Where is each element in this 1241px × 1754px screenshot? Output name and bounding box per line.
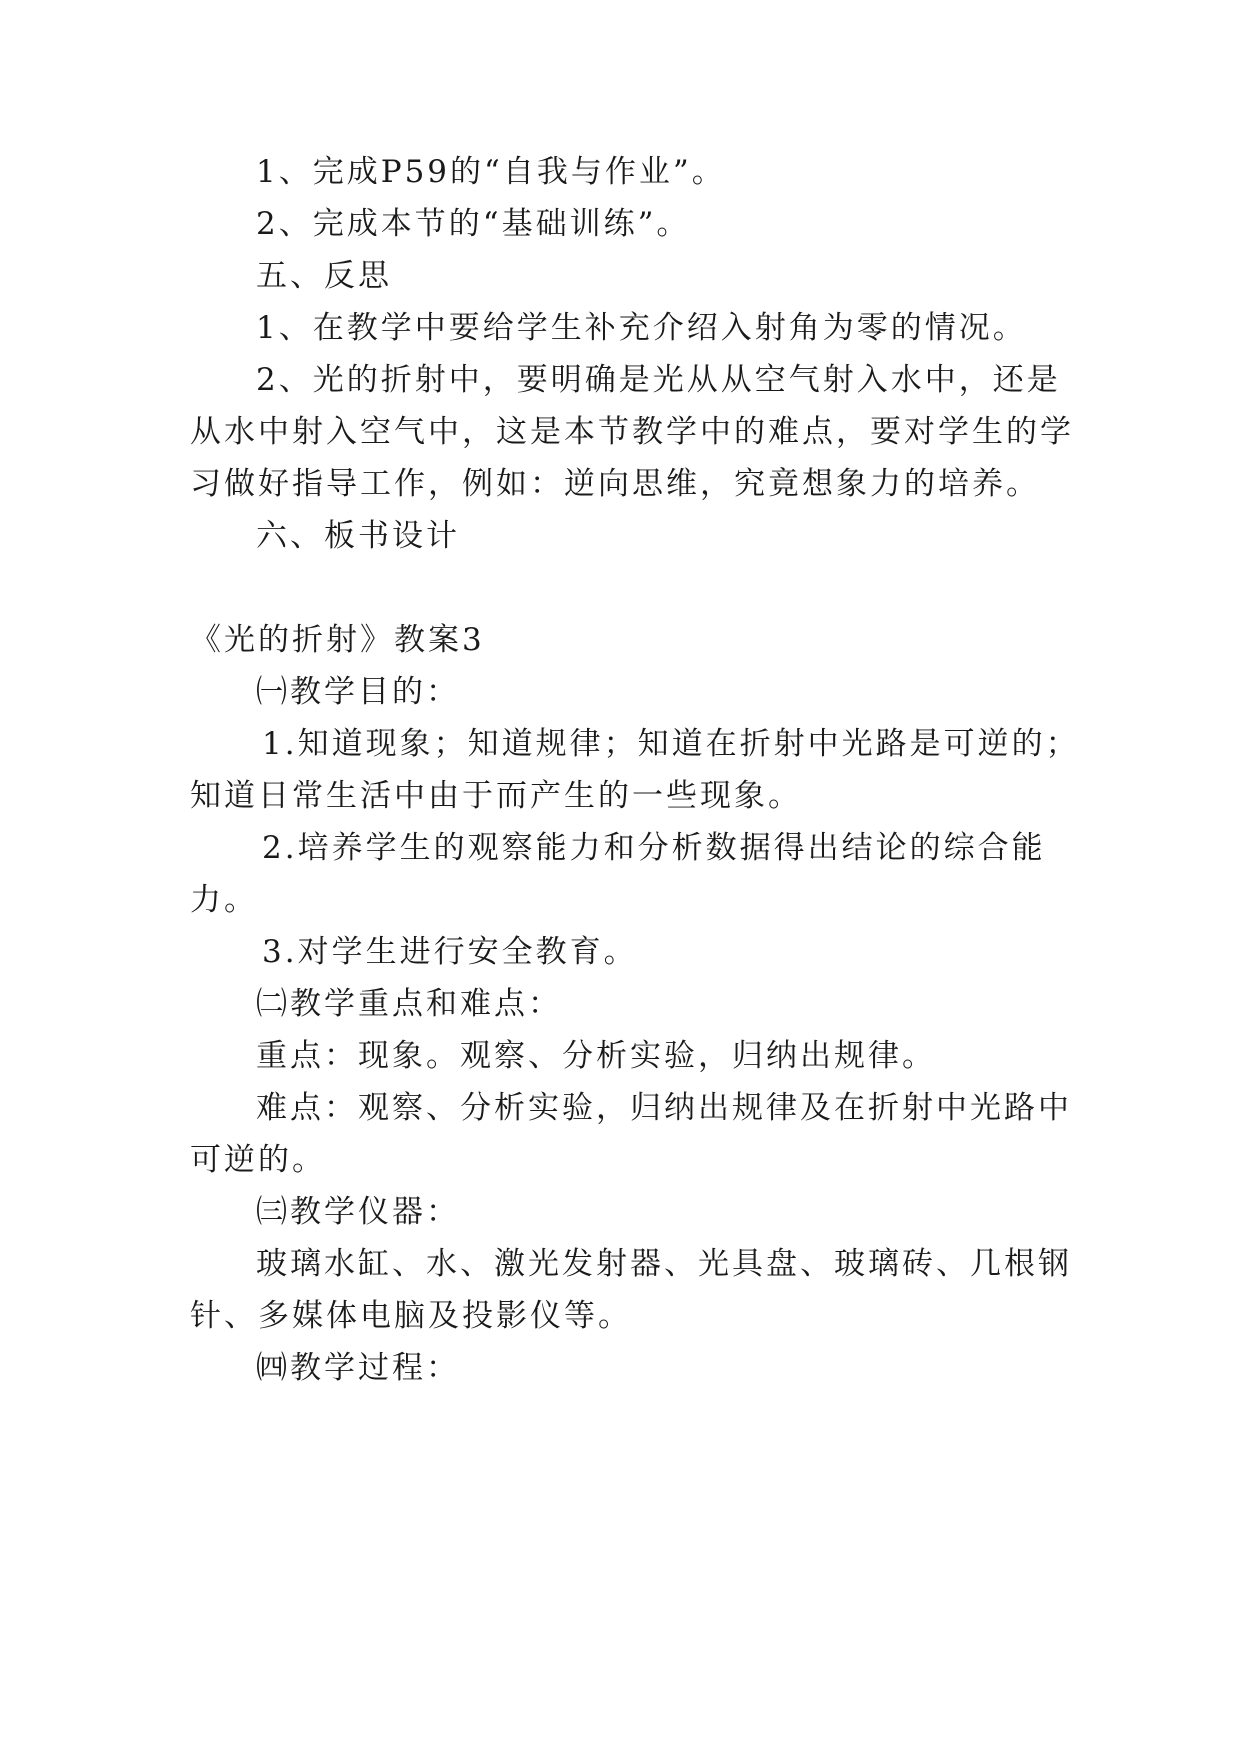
reflection-item-2-line-1: 2、光的折射中，要明确是光从从空气射入水中，还是 — [256, 362, 1061, 398]
goal-3: 3.对学生进行安全教育。 — [262, 934, 638, 970]
heading-teaching-goals: ㈠教学目的： — [256, 674, 460, 710]
goal-1-line-1: 1.知道现象；知道规律；知道在折射中光路是可逆的； — [262, 726, 1080, 762]
section-heading-board-design: 六、板书设计 — [256, 518, 460, 554]
heading-instruments: ㈢教学仪器： — [256, 1194, 460, 1230]
lesson-plan-title: 《光的折射》教案3 — [190, 622, 485, 658]
homework-item-2: 2、完成本节的“基础训练”。 — [256, 206, 691, 242]
instruments-line-2: 针、多媒体电脑及投影仪等。 — [190, 1298, 632, 1334]
reflection-item-2-line-2: 从水中射入空气中，这是本节教学中的难点，要对学生的学 — [190, 414, 1074, 450]
goal-1-line-2: 知道日常生活中由于而产生的一些现象。 — [190, 778, 802, 814]
instruments-line-1: 玻璃水缸、水、激光发射器、光具盘、玻璃砖、几根钢 — [256, 1246, 1072, 1282]
key-point-text: 重点：现象。观察、分析实验，归纳出规律。 — [256, 1038, 936, 1074]
heading-key-points: ㈡教学重点和难点： — [256, 986, 562, 1022]
homework-item-1: 1、完成P59的“自我与作业”。 — [256, 154, 726, 190]
heading-teaching-process: ㈣教学过程： — [256, 1350, 460, 1386]
difficulty-line-1: 难点：观察、分析实验，归纳出规律及在折射中光路中 — [256, 1090, 1072, 1126]
section-heading-reflection: 五、反思 — [256, 258, 392, 294]
reflection-item-2-line-3: 习做好指导工作，例如：逆向思维，究竟想象力的培养。 — [190, 466, 1040, 502]
reflection-item-1: 1、在教学中要给学生补充介绍入射角为零的情况。 — [256, 310, 1027, 346]
goal-2-line-2: 力。 — [190, 882, 258, 918]
difficulty-line-2: 可逆的。 — [190, 1142, 326, 1178]
goal-2-line-1: 2.培养学生的观察能力和分析数据得出结论的综合能 — [262, 830, 1046, 866]
